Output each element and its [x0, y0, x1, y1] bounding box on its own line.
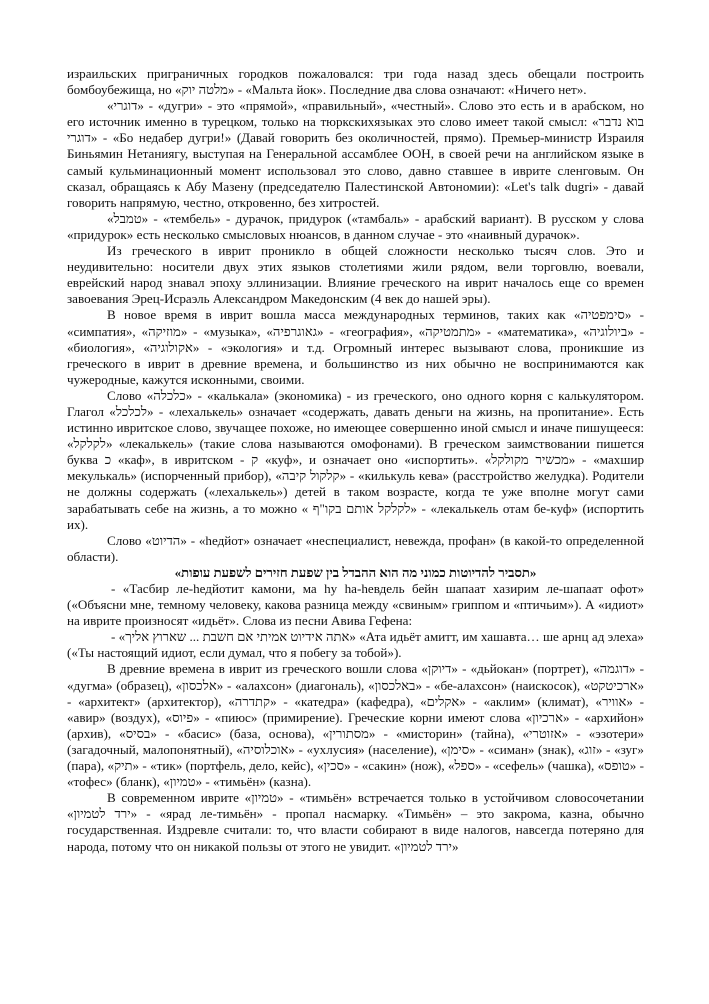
paragraph-tasbir: - «Тасбир ле-hедйотит камони, ма hу ha-hевдель бейн шапаат хазирим ле-шапаат офот» («Объясни мне, темному человеку, какова разница между «свиным» гриппом и «птичьим»). А «идиот» на иврите произносят «идьёт». Слова из песни Авива Гефена:	[67, 581, 644, 629]
hebrew-quote-title: «תסביר להדיוטות כמוני מה הוא ההבדל בין שפעת חזירים לשפעת עופות»	[174, 564, 537, 580]
paragraph-timyon: В современном иврите «טמיון» - «тимьён» встречается только в устойчивом словосочетании «ירד לטמיון» - «ярад ле-тимьён» - пропал насмарку. «Тимьён» – это закрома, казна, обычно государственная. Издревле считали: то, что власти собирают в виде налогов, навсегда потеряно для народа, потому что он никакой пользы от этого не увидит. «ירד לטמיון»	[67, 790, 644, 854]
paragraph-tembel: «טמבל» - «тембель» - дурачок, придурок («тамбаль» - арабский вариант). В русском у слова «придурок» есть несколько смысловых нюансов, в данном случае - это «наивный дурачок».	[67, 210, 644, 242]
paragraph-song-lyrics: - «אתה אידיוט אמיתי אם חשבת ... שארוץ אליך» «Ата идьёт амитт, им хашавта… ше арнц ад элеха» («Ты настоящий идиот, если думал, что я побегу за тобой»).	[67, 629, 644, 661]
paragraph-greek-influence: Из греческого в иврит проникло в общей сложности несколько тысяч слов. Это и неудивительно: носители двух этих языков столетиями жили рядом, вели торговлю, воевали, еврейский народ знавал эпоху эллинизации. Влияние греческого на иврит началось еще со времен завоевания Эрец-Исраэль Александром Македонским (4 век до нашей эры).	[67, 243, 644, 307]
paragraph-malta-yok: израильских приграничных городков пожаловался: три года назад здесь обещали построить бомбоубежища, но «מלטה יוק» - «Мальта йок». Последние два слова означают: «Ничего нет».	[67, 66, 644, 98]
paragraph-hediot: Слово «הדיוט» - «hедйот» означает «неспециалист, невежда, профан» (в какой-то определенной области).	[67, 532, 644, 564]
paragraph-international-terms: В новое время в иврит вошла масса международных терминов, таких как «סימפטיה» - «симпатия», «מוזיקה» - «музыка», «גאוגרפיה» - «география», «מתמטיקה» - «математика», «ביולוגיה» - «биология», «אקולוגיה» - «экология» и т.д. Огромный интерес вызывают слова, проникшие из греческого в иврит в древние времена, и большинство из них обычно не воспринимаются как чужеродные, кажутся исконными, своими.	[67, 307, 645, 387]
paragraph-dugri: «דוגרי» - «дугри» - это «прямой», «правильный», «честный». Слово это есть и в арабском, но его источник именно в турецком, только на тюркскихязыках это слово имеет такой смысл: «בוא נדבר דוגרי» - «Бо недабер дугри!» (Давай говорить без околичностей, прямо). Премьер-министр Израиля Биньямин Нетаниягу, выступая на Генеральной ассамблее ООН, в своей речи на английском языке в самый кульминационный момент использовал это слово, давно ставшее в иврите сленговым. Он сказал, обращаясь к Абу Мазену (председателю Палестинской Автономии): «Let's talk dugri» - давай говорить напрямую, честно, откровенно, без хитростей.	[67, 98, 645, 210]
paragraph-kalkala: Слово «כלכלה» - «калькала» (экономика) - из греческого, оно одного корня с калькулятором. Глагол «לכלכל» - «лехалькель» означает «содержать, давать деньги на жизнь, на пропитание». Есть истинно ивритское слово, звучащее похоже, но имеющее совершенно иной смысл и иначе пишущееся: «לקלקל» «лекалькель» (такие слова называются омофонами). В греческом заимствовании пишется буква כ «каф», в ивритском - ק «куф», и означает оно «испортить». «מכשיר מקולקל» - «махшир мекулькаль» (испорченный прибор), «קלקול קיבה» - «килькуль кева» (расстройство желудка). Родители не должны содержать («лехалькель») детей в таком возрасте, когда те уже вполне могут сами зарабатывать себе на жизнь, а то можно « לקלקל אותם בקו"ף» - «лекалькель отам бе-куф» (испортить их).	[67, 387, 644, 532]
paragraph-ancient-words: В древние времена в иврит из греческого вошли слова «דיוקן» - «дьйокан» (портрет), «דוגמה» - «дугма» (образец), «אלכסון» - «алахсон» (диагональ), «באלכסון» - «бе-алахсон» (наискосок), «ארכיטקט» - «архитект» (архитектор), «קתדרה» - «катедра» (кафедра), «אקלים» - «аклим» (климат), «אוויר» - «авир» (воздух), «פיוס» - «пиюс» (примирение). Греческие корни имеют слова «ארכיון» - «архийон» (архив), «בסיס» - «басис» (база, основа), «מסתורין» - «мисторин» (тайна), «אזוטרי» - «эзотери» (загадочный, малопонятный), «אוכלוסיה» - «ухлусия» (население), «סימן» - «симан» (знак), «זוג» - «зуг» (пара), «תיק» - «тик» (портфель, дело, кейс), «סכין» - «сакин» (нож), «ספל» - «сефель» (чашка), «טופס» - «тофес» (бланк), «טמיון» - «тимьён» (казна).	[67, 661, 645, 790]
document-page	[67, 66, 644, 855]
